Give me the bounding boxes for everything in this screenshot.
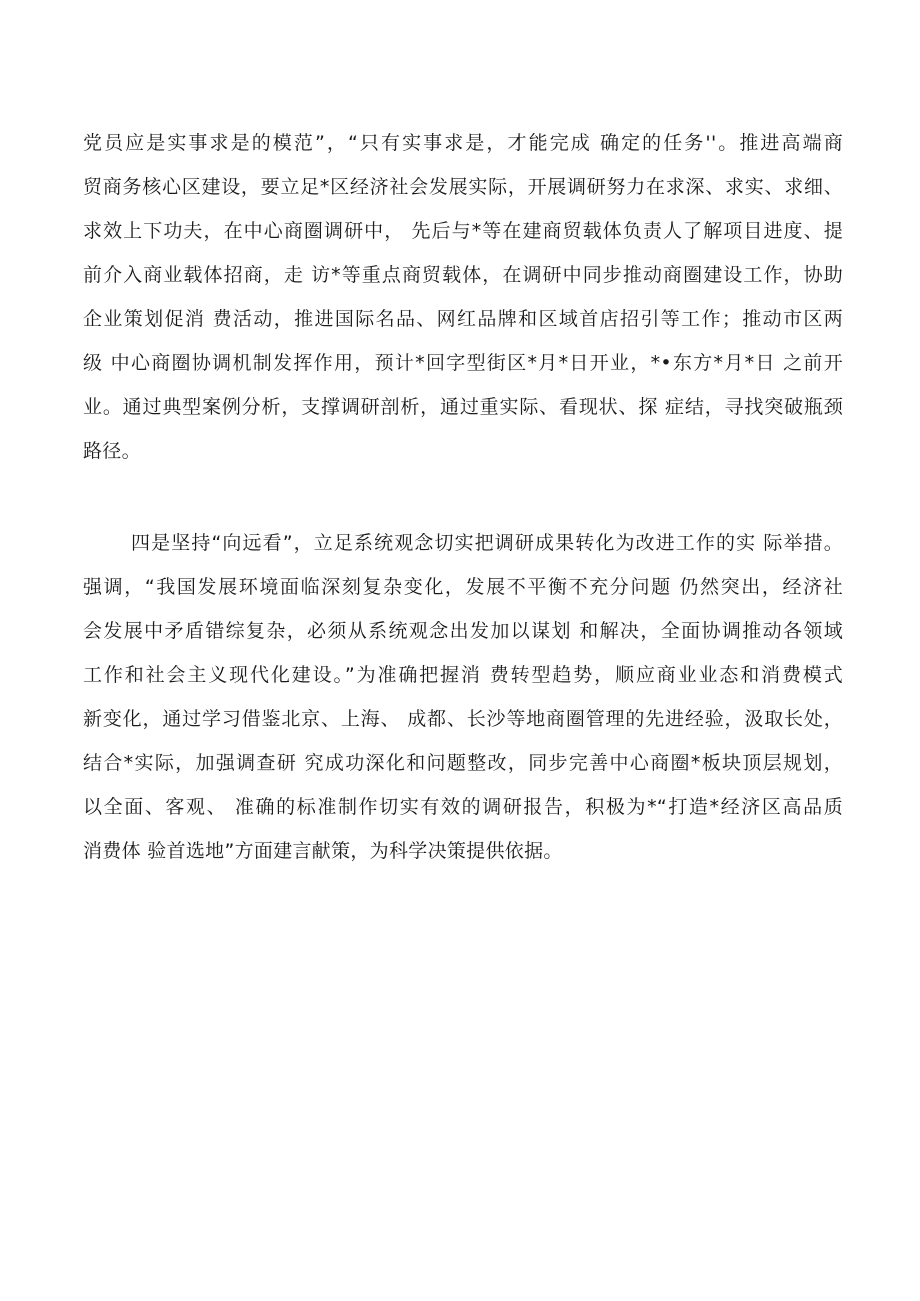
text-line: 企业策划促消 费活动，推进国际名品、网红品牌和区域首店招引等工作；推动市区两 <box>83 308 843 330</box>
text-line: 业。通过典型案例分析，支撑调研剖析，通过重实际、看现状、探 症结，寻找突破瓶颈 <box>83 396 843 418</box>
text-line: 四是坚持“向远看”，立足系统观念切实把调研成果转化为改进工作的实 际举措。 <box>131 532 843 554</box>
text-line: 消费体 验首选地”方面建言献策，为科学决策提供依据。 <box>83 840 563 862</box>
text-line: 级 中心商圈协调机制发挥作用，预计*回字型街区*月*日开业，*•东方*月*日 之前开 <box>83 352 843 374</box>
text-line: 以全面、客观、 准确的标准制作切实有效的调研报告，积极为*“打造*经济区高品质 <box>83 796 843 818</box>
paragraph-1 <box>83 121 843 473</box>
paragraph-2 <box>83 521 843 873</box>
text-line: 求效上下功夫，在中心商圈调研中， 先后与*等在建商贸载体负责人了解项目进度、提 <box>83 220 843 242</box>
text-line: 强调，“我国发展环境面临深刻复杂变化，发展不平衡不充分问题 仍然突出，经济社 <box>83 576 843 598</box>
text-line: 党员应是实事求是的模范”，“只有实事求是，才能完成 确定的任务''。推进高端商 <box>83 132 843 154</box>
text-line: 结合*实际，加强调查研 究成功深化和问题整改，同步完善中心商圈*板块顶层规划， <box>83 752 843 774</box>
text-line: 贸商务核心区建设，要立足*区经济社会发展实际，开展调研努力在求深、求实、求细、 <box>83 176 843 198</box>
text-line: 前介入商业载体招商，走 访*等重点商贸载体，在调研中同步推动商圈建设工作，协助 <box>83 264 843 286</box>
text-line: 工作和社会主义现代化建设。”为准确把握消 费转型趋势，顺应商业业态和消费模式 <box>83 664 843 686</box>
text-line: 会发展中矛盾错综复杂，必须从系统观念出发加以谋划 和解决，全面协调推动各领域 <box>83 620 843 642</box>
text-line: 新变化，通过学习借鉴北京、上海、 成都、长沙等地商圈管理的先进经验，汲取长处， <box>83 708 843 730</box>
text-line: 路径。 <box>83 440 141 462</box>
